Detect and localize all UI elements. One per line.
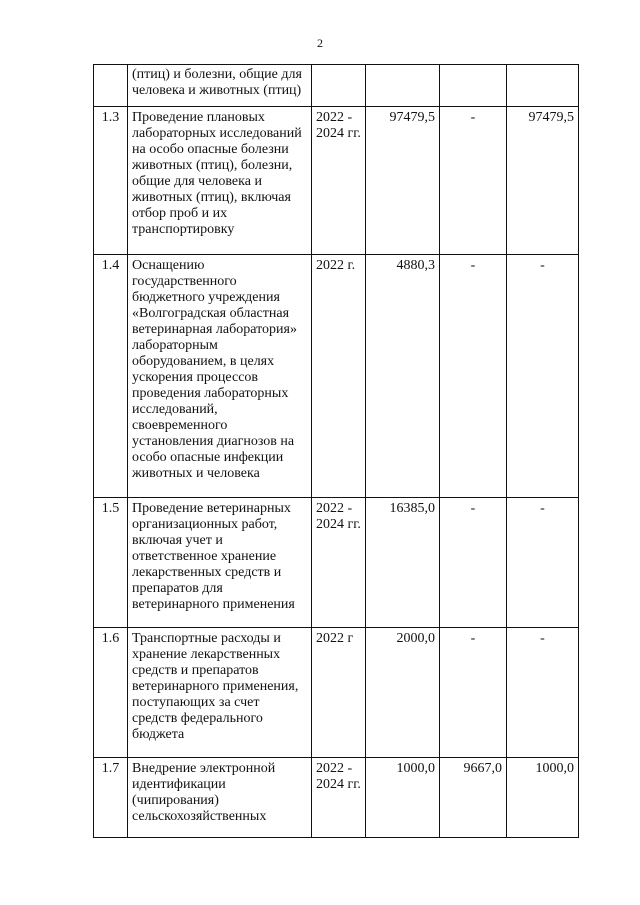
value-3: - bbox=[507, 498, 579, 628]
value-2: - bbox=[440, 628, 507, 758]
table-row bbox=[94, 498, 579, 628]
measure-name: Транспортные расходы и хранение лекарственных средств и препаратов ветеринарного применения, поступающих за счет средств федерального бюджета bbox=[128, 628, 312, 758]
row-number: 1.4 bbox=[94, 255, 128, 498]
row-number: 1.6 bbox=[94, 628, 128, 758]
value-3: - bbox=[507, 255, 579, 498]
page-number: 2 bbox=[317, 36, 323, 50]
row-number: 1.5 bbox=[94, 498, 128, 628]
measure-name: Внедрение электронной идентификации (чипирования) сельскохозяйственных bbox=[128, 758, 312, 838]
measure-name: Проведение плановых лабораторных исследований на особо опасные болезни животных (птиц), болезни, общие для человека и животных (птиц), включая отбор проб и их транспортировку bbox=[128, 107, 312, 255]
period: 2022 - 2024 гг. bbox=[312, 107, 366, 255]
value-1: 2000,0 bbox=[366, 628, 440, 758]
value-3 bbox=[507, 65, 579, 107]
table-row bbox=[94, 107, 579, 255]
period: 2022 г. bbox=[312, 255, 366, 498]
measures-table bbox=[93, 64, 579, 838]
value-1: 4880,3 bbox=[366, 255, 440, 498]
value-2: - bbox=[440, 498, 507, 628]
period: 2022 - 2024 гг. bbox=[312, 758, 366, 838]
row-number: 1.3 bbox=[94, 107, 128, 255]
table-row bbox=[94, 255, 579, 498]
value-3: - bbox=[507, 628, 579, 758]
period bbox=[312, 65, 366, 107]
measure-name: Проведение ветеринарных организационных работ, включая учет и ответственное хранение лекарственных средств и препаратов для ветеринарного применения bbox=[128, 498, 312, 628]
measure-name: (птиц) и болезни, общие для человека и животных (птиц) bbox=[128, 65, 312, 107]
period: 2022 - 2024 гг. bbox=[312, 498, 366, 628]
table-row-continuation bbox=[94, 65, 579, 107]
value-3: 97479,5 bbox=[507, 107, 579, 255]
period: 2022 г bbox=[312, 628, 366, 758]
row-number bbox=[94, 65, 128, 107]
value-2: - bbox=[440, 107, 507, 255]
measure-name: Оснащению государственного бюджетного учреждения «Волгоградская областная ветеринарная лаборатория» лабораторным оборудованием, в целях ускорения процессов проведения лабораторных исследований, своевременного установления диагнозов на особо опасные инфекции животных и человека bbox=[128, 255, 312, 498]
value-2 bbox=[440, 65, 507, 107]
value-1: 1000,0 bbox=[366, 758, 440, 838]
table-row bbox=[94, 628, 579, 758]
value-1: 97479,5 bbox=[366, 107, 440, 255]
value-1: 16385,0 bbox=[366, 498, 440, 628]
value-1 bbox=[366, 65, 440, 107]
row-number: 1.7 bbox=[94, 758, 128, 838]
value-2: - bbox=[440, 255, 507, 498]
value-3: 1000,0 bbox=[507, 758, 579, 838]
table-row bbox=[94, 758, 579, 838]
value-2: 9667,0 bbox=[440, 758, 507, 838]
